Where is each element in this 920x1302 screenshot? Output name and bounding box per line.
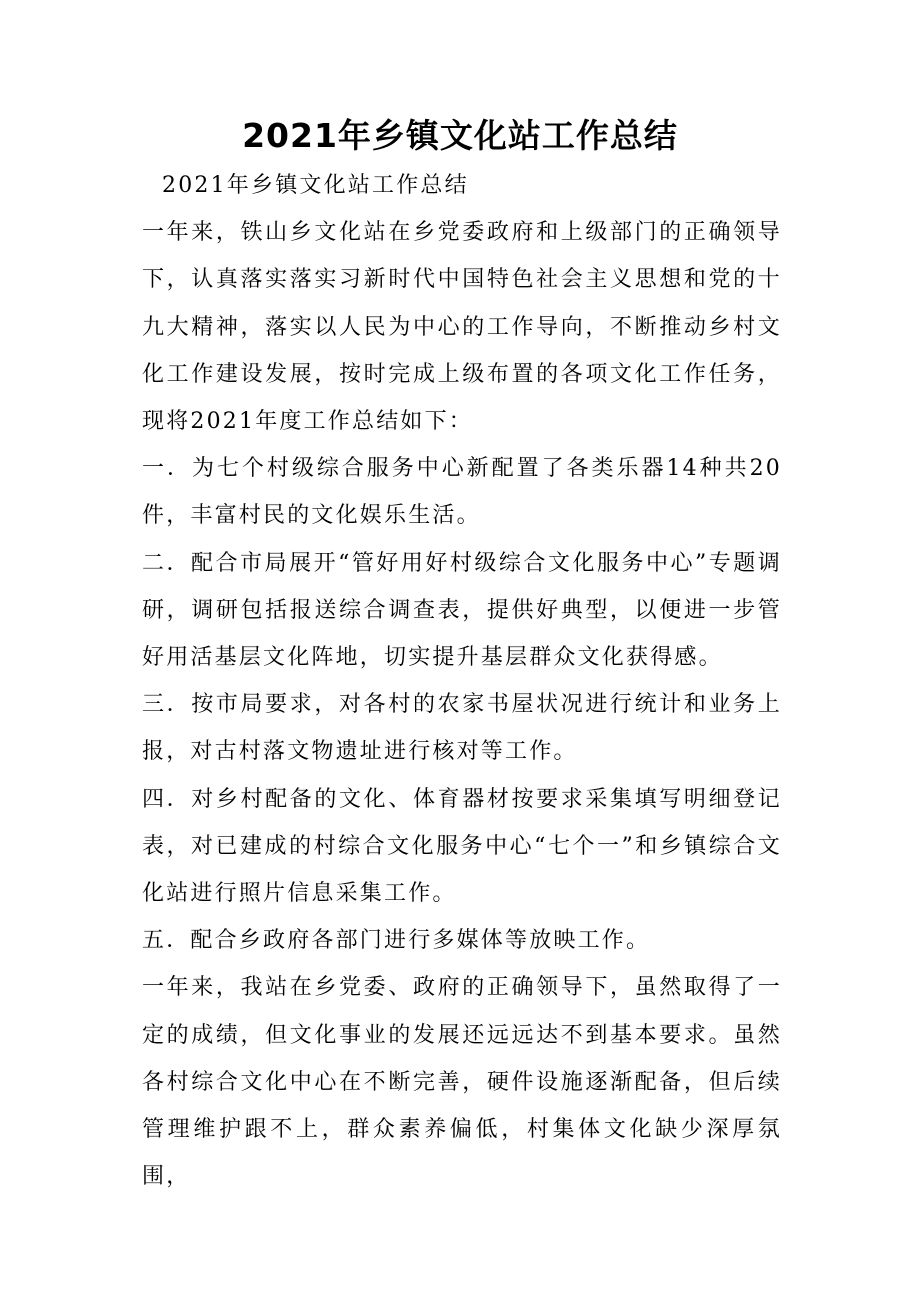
paragraph-intro: 一年来，铁山乡文化站在乡党委政府和上级部门的正确领导下，认真落实落实习新时代中国特色社会主义思想和党的十九大精神，落实以人民为中心的工作导向，不断推动乡村文化工作建设发展，按时完成上级布置的各项文化工作任务，现将2021年度工作总结如下： [142,220,782,435]
document-body [142,162,782,1200]
paragraph-item-2: 二．配合市局展开“管好用好村级综合文化服务中心”专题调研，调研包括报送综合调查表，提供好典型，以便进一步管好用活基层文化阵地，切实提升基层群众文化获得感。 [142,550,782,671]
paragraph-item-5: 五．配合乡政府各部门进行多媒体等放映工作。 [142,928,651,954]
paragraph-item-4: 四．对乡村配备的文化、体育器材按要求采集填写明细登记表，对已建成的村综合文化服务中心“七个一”和乡镇综合文化站进行照片信息采集工作。 [142,786,782,907]
paragraph-item-3: 三．按市局要求，对各村的农家书屋状况进行统计和业务上报，对古村落文物遗址进行核对等工作。 [142,692,782,765]
document-title: 2021年乡镇文化站工作总结 [242,116,678,155]
document-subtitle: 2021年乡镇文化站工作总结 [162,173,469,198]
paragraph-item-1: 一．为七个村级综合服务中心新配置了各类乐器14种共20件，丰富村民的文化娱乐生活。 [142,456,782,529]
paragraph-conclusion: 一年来，我站在乡党委、政府的正确领导下，虽然取得了一定的成绩，但文化事业的发展还远远达不到基本要求。虽然各村综合文化中心在不断完善，硬件设施逐渐配备，但后续管理维护跟不上，群众素养偏低，村集体文化缺少深厚氛围， [142,975,782,1190]
